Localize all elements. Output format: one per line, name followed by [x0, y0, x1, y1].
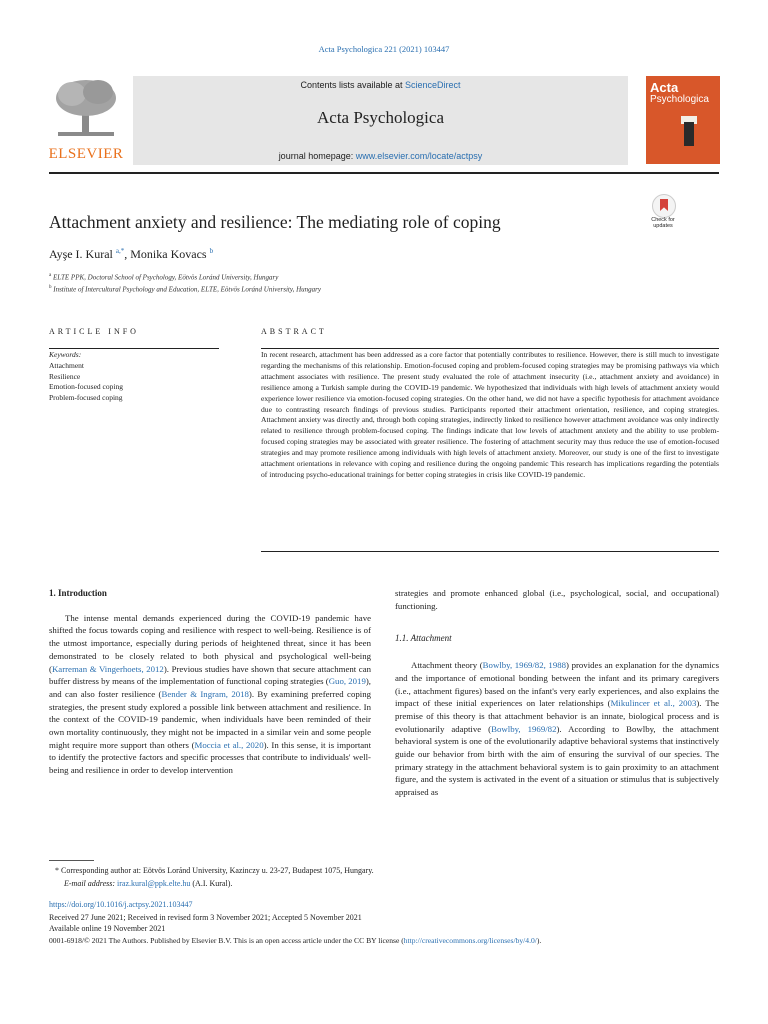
- citation-link[interactable]: Bender & Ingram, 2018: [161, 688, 249, 699]
- email-link[interactable]: iraz.kural@ppk.elte.hu: [117, 879, 191, 888]
- corresponding-author-note: * Corresponding author at: Eötvös Loránd University, Kazinczy u. 23-27, Budapest 1075, Hungary.: [55, 866, 374, 875]
- citation-link[interactable]: Bowlby, 1969/82, 1988: [482, 660, 567, 671]
- elsevier-logo[interactable]: [46, 76, 126, 166]
- check-for-updates-button[interactable]: [646, 194, 680, 230]
- article-info-heading: ARTICLE INFO: [49, 327, 139, 336]
- available-online-date: Available online 19 November 2021: [49, 924, 166, 933]
- article-title: Attachment anxiety and resilience: The mediating role of coping: [49, 212, 501, 232]
- journal-reference[interactable]: Acta Psychologica 221 (2021) 103447: [318, 44, 450, 54]
- author-list: Ayşe I. Kural $^{a,*}$, Monika Kovacs $^b$: [49, 247, 214, 261]
- header-rule: [49, 172, 719, 174]
- journal-homepage: journal homepage: www.elsevier.com/locate/actpsy: [278, 151, 483, 161]
- elsevier-tree-icon: [52, 76, 120, 138]
- article-info-rule: [49, 348, 219, 349]
- abstract-end-rule: [261, 551, 719, 552]
- left-column: [49, 587, 371, 777]
- citation-link[interactable]: Guo, 2019: [328, 676, 366, 687]
- doi-link[interactable]: https://doi.org/10.1016/j.actpsy.2021.103447: [49, 900, 193, 909]
- abstract-rule: [261, 348, 719, 349]
- received-dates: Received 27 June 2021; Received in revised form 3 November 2021; Accepted 5 November 2021: [49, 913, 362, 922]
- keyword: Problem-focused coping: [49, 393, 123, 403]
- right-column: [395, 587, 719, 799]
- publisher-name: ELSEVIER: [48, 146, 124, 162]
- license-link[interactable]: http://creativecommons.org/licenses/by/4.0/: [403, 936, 537, 945]
- citation-link[interactable]: Moccia et al., 2020: [194, 739, 264, 750]
- journal-name: Acta Psychologica: [317, 108, 444, 127]
- citation-link[interactable]: Karreman & Vingerhoets, 2012: [51, 663, 164, 674]
- section-heading-attachment: 1.1. Attachment: [395, 633, 452, 644]
- journal-cover[interactable]: [646, 76, 720, 164]
- crossmark-label: Check for updates: [651, 217, 675, 229]
- cover-title: Acta Psychologica: [650, 80, 709, 105]
- affiliation-a: $^a$ ELTE PPK, Doctoral School of Psychology, Eötvös Loránd University, Hungary: [49, 273, 279, 282]
- citation-link[interactable]: Mikulincer et al., 2003: [610, 698, 697, 709]
- author-affiliation-link[interactable]: a,*: [115, 247, 125, 255]
- crossmark-icon: [652, 194, 676, 218]
- attachment-paragraph: Attachment theory (Bowlby, 1969/82, 1988) provides an explanation for the dynamics and the importance of emotional bonding between the infant and its primary caregivers (i.e., attachment figures) based on the infant's very early experiences, and also explains the impact of these initial experiences on later relationships (Mikulincer et al., 2003). The premise of this theory is that attachment behavior is an innate, biological process and is evolutionarily adaptive (Bowlby, 1969/82). According to Bowlby, the attachment behavioral system is one of the evolutionarily adaptive behavioral systems that instinctively guide our behavior from birth with the aim of ensuring the survival of our species. The primary strategy in the attachment behavioral system is to gain proximity to an attachment figure, and the system is activated in the event of a situation or stimulus that is subjectively appraised as: [395, 660, 720, 798]
- author-name: Monika Kovacs: [130, 247, 207, 261]
- citation-link[interactable]: Bowlby, 1969/82: [491, 723, 557, 734]
- keyword: Resilience: [49, 371, 81, 381]
- sciencedirect-link[interactable]: ScienceDirect: [405, 80, 461, 90]
- abstract-text: In recent research, attachment has been addressed as a core factor that potentially contributes to resilience. However, there is still much to investigate regarding the mechanisms of this relationship. Emotion-focused coping and problem-focused coping strategies may be promising pathways via which attachment associates with resilience. The present study evaluated the role of attachment insecurity (i.e., attachment anxiety and avoidance) in resilience among a Turkish sample during the COVID-19 pandemic. We hypothesized that individuals with high levels of attachment anxiety would experience lower resilience via emotion-focused coping strategies. On the other hand, we did not have a specific hypothesis for attachment avoidance due to contrasting research findings of previous studies. Participants reported their attachment orientation, resilience, and coping strategies. Attachment anxiety was directly and, through both coping strategies, indirectly linked to resilience however attachment avoidance was only indirectly related to resilience through problem-focused coping. The findings indicate that low levels of attachment anxiety and the ability to use problem-focused coping strategies may be associated with greater resilience. The fostering of attachment security may thus reduce the use of emotion-focused strategies and may promote resilience among individuals with high levels of attachment anxiety. Moreover, our study is one of the first to investigate attachment orientations in relevance with coping and resilience during the ongoing pandemic This research has implications regarding the potentials of introducing psycho-educational trainings for better coping strategies in crisis like COVID-19 pandemic.: [261, 350, 719, 479]
- contents-available: Contents lists available at ScienceDirect: [300, 80, 461, 90]
- footnote-rule: [49, 860, 94, 861]
- section-heading-introduction: 1. Introduction: [49, 588, 107, 598]
- abstract-heading: ABSTRACT: [261, 327, 327, 336]
- keywords-block: [49, 350, 123, 404]
- email-note: E-mail address: iraz.kural@ppk.elte.hu (A.I. Kural).: [64, 879, 233, 888]
- homepage-link[interactable]: www.elsevier.com/locate/actpsy: [355, 151, 483, 161]
- author-name: Ayşe I. Kural: [49, 247, 113, 261]
- license-note: 0001-6918/© 2021 The Authors. Published by Elsevier B.V. This is an open access article under the CC BY license (http://creativecommons.org/licenses/by/4.0/).: [49, 936, 542, 945]
- affiliation-b: $^b$ Institute of Intercultural Psychology and Education, ELTE, Eötvös Loránd University, Hungary: [49, 285, 321, 294]
- author-affiliation-link[interactable]: b: [209, 247, 214, 255]
- intro-continuation: strategies and promote enhanced global (i.e., psychological, social, and occupational) functioning.: [395, 588, 719, 611]
- keyword: Emotion-focused coping: [49, 382, 123, 392]
- keywords-label: Keywords:: [49, 350, 82, 359]
- intro-paragraph: The intense mental demands experienced during the COVID-19 pandemic have shifted the focus towards coping and resilience with respect to well-being. Resilience is of the utmost importance, especially during periods of heightened threat, since it has been demonstrated to be closely related to both physical and psychological well-being (Karreman & Vingerhoets, 2012). Previous studies have shown that secure attachment can buffer distress by means of the implementation of functional coping strategies (Guo, 2019), and can also foster resilience (Bender & Ingram, 2018). By examining preferred coping strategies, the present study explored a possible link between attachment and resilience. In the context of the COVID-19 pandemic, when individuals have been reminded of their own mortality continuously, they might not be impacted in a similar vein and some people might require more support than others (Moccia et al., 2020). In this sense, it is important to identify the protective factors and specific processes that contribute to individuals' well-being and resilience in order to develop intervention: [49, 612, 372, 776]
- keyword: Attachment: [49, 360, 84, 370]
- cover-figure: [684, 122, 694, 146]
